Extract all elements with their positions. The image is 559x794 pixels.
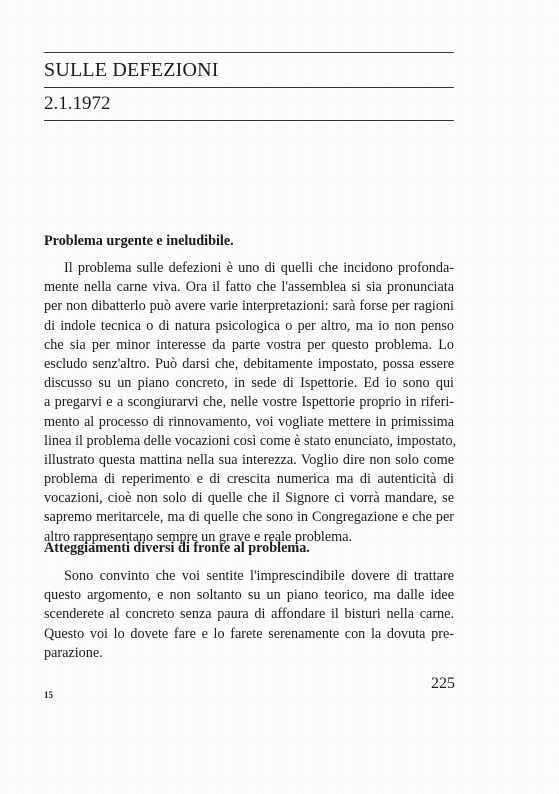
body-paragraph — [44, 567, 454, 663]
section-heading: Problema urgente e ineludibile. — [44, 233, 234, 249]
text-line: che sia per minor interesse da parte vostra per questo problema. Lo — [44, 336, 454, 353]
header-rule-bottom — [44, 120, 454, 121]
text-line: Questo voi lo dovete fare e lo farete serenamente con la dovuta pre- — [44, 625, 454, 642]
chapter-date: 2.1.1972 — [44, 93, 111, 114]
section-heading: Atteggiamenti diversi di fronte al problema. — [44, 540, 310, 556]
text-line: Sono convinto che voi sentite l'imprescindibile dovere di trattare — [64, 568, 454, 584]
header-rule-middle — [44, 87, 454, 88]
page-number: 225 — [431, 675, 455, 692]
text-line: per non dibatterlo può avere varie interpretazioni: sarà forse per ragioni — [44, 298, 454, 315]
text-line: sapremo meritarcele, ma di quelle che sono in Congregazione e che per — [44, 509, 454, 526]
text-line: parazione. — [44, 644, 103, 661]
text-line: a pregarvi e a scongiurarvi che, nelle vostre Ispettorie proprio in riferi- — [44, 394, 454, 411]
text-line: scenderete al concreto senza paura di affondare il bisturi nella carne. — [44, 606, 454, 623]
text-line: illustrato questa mattina nella sua interezza. Voglio dire non solo come — [44, 451, 454, 468]
text-line: vocazioni, cioè non solo di quelle che il Signore ci vorrà mandare, se — [44, 490, 454, 507]
text-line: di indole tecnica o di natura psicologica o per altro, ma io non penso — [44, 317, 454, 334]
text-line: altro rappresentano sempre un grave e reale problema. — [44, 528, 353, 545]
text-line: linea il problema delle vocazioni così come è stato enunciato, impostato, — [44, 432, 457, 449]
text-line: problema di reperimento e di crescita numerica ma di autenticità di — [44, 471, 454, 488]
text-line: mente nella carne viva. Ora il fatto che l'assemblea si sia pronunciata — [44, 279, 454, 296]
text-line: mento al processo di rinnovamento, voi vogliate mettere in primissima — [44, 413, 454, 430]
text-line: questo argomento, e non soltanto su un piano teorico, ma dalle idee — [44, 587, 454, 604]
text-line: discusso su un piano concreto, in sede di Ispettorie. Ed io sono qui — [44, 375, 454, 392]
text-line: escludo senz'altro. Può darsi che, debitamente impostato, possa essere — [44, 355, 454, 372]
chapter-title: SULLE DEFEZIONI — [44, 59, 219, 81]
text-line: Il problema sulle defezioni è uno di quelli che incidono profonda- — [64, 260, 454, 276]
header-rule-top — [44, 52, 454, 53]
printer-signature-mark: 15 — [44, 690, 53, 700]
body-paragraph — [44, 259, 457, 547]
